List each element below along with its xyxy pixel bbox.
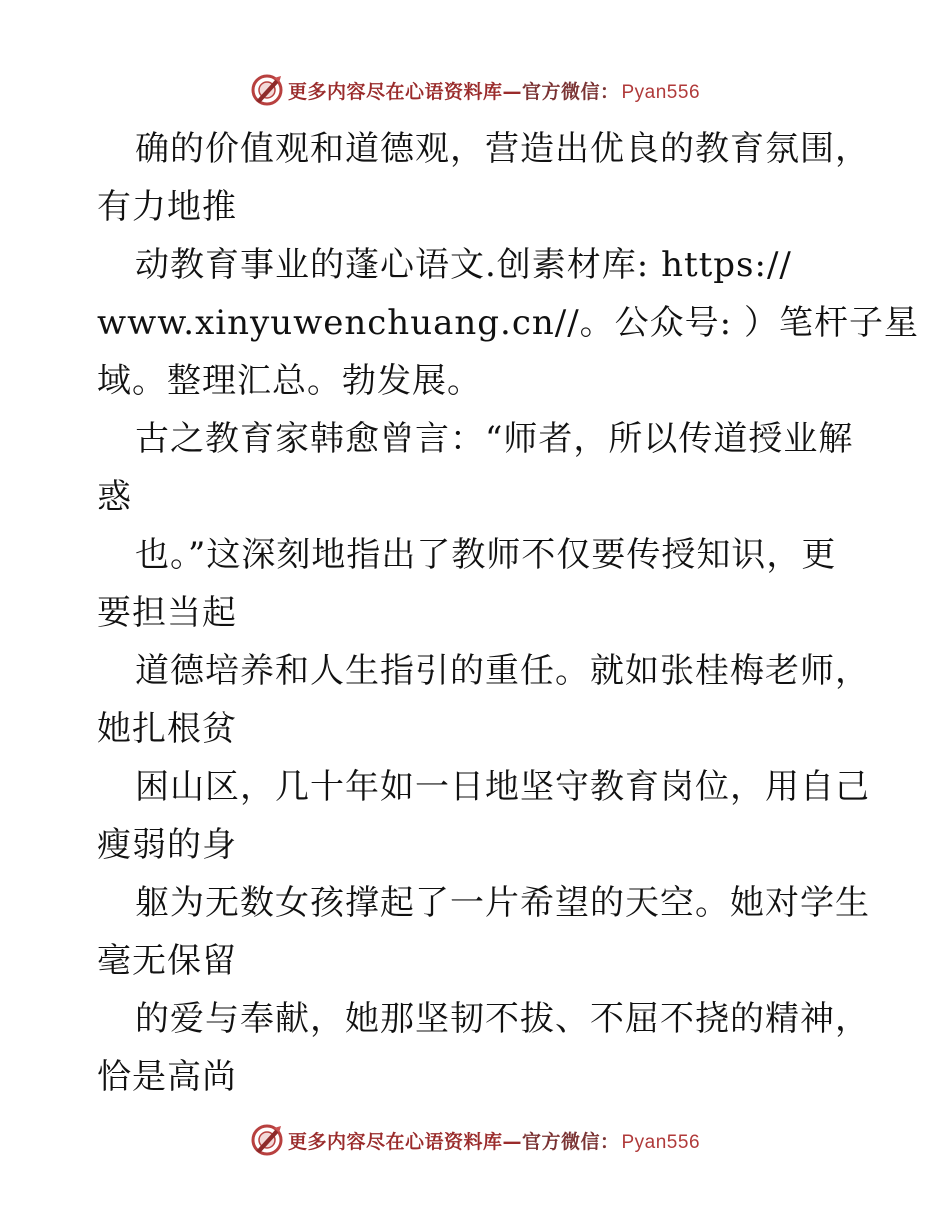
text-line: 古之教育家韩愈曾言：“师者，所以传道授业解	[135, 419, 854, 459]
text-line: 她扎根贫	[97, 709, 237, 749]
text-line: 毫无保留	[97, 941, 237, 981]
text-line: 也。”这深刻地指出了教师不仅要传授知识，更	[135, 535, 837, 575]
text-line: 域。整理汇总。勃发展。	[97, 361, 482, 401]
feather-pen-logo-icon	[250, 1123, 284, 1157]
text-line: 困山区，几十年如一日地坚守教育岗位，用自己	[135, 767, 870, 807]
text-line: 确的价值观和道德观，营造出优良的教育氛围，	[135, 129, 870, 169]
banner-wechat-label: 官方微信：	[521, 80, 620, 103]
feather-pen-logo-icon	[250, 73, 284, 107]
banner-dash: —	[502, 1130, 522, 1153]
text-line: 的爱与奉献，她那坚韧不拔、不屈不挠的精神，	[135, 999, 870, 1039]
text-line: www.xinyuwenchuang.cn//。公众号: ）笔杆子星	[97, 303, 919, 343]
banner-wechat-id: Pyan556	[621, 1131, 701, 1153]
text-line: 有力地推	[97, 187, 237, 227]
text-line: 道德培养和人生指引的重任。就如张桂梅老师，	[135, 651, 870, 691]
document-body	[97, 120, 919, 1106]
text-line: 动教育事业的蓬心语文.创素材库: https://	[135, 245, 792, 285]
banner-title: 更多内容尽在心语资料库	[287, 80, 503, 103]
footer-watermark-banner	[0, 1118, 950, 1162]
text-line: 瘦弱的身	[97, 825, 237, 865]
text-line: 恰是高尚	[97, 1057, 237, 1097]
banner-wechat-label: 官方微信：	[521, 1130, 620, 1153]
header-watermark-banner	[0, 68, 950, 112]
text-line: 要担当起	[97, 593, 237, 633]
text-line: 惑	[97, 477, 132, 517]
text-line: 躯为无数女孩撑起了一片希望的天空。她对学生	[135, 883, 870, 923]
banner-title: 更多内容尽在心语资料库	[287, 1130, 503, 1153]
banner-wechat-id: Pyan556	[621, 81, 701, 103]
banner-dash: —	[502, 80, 522, 103]
